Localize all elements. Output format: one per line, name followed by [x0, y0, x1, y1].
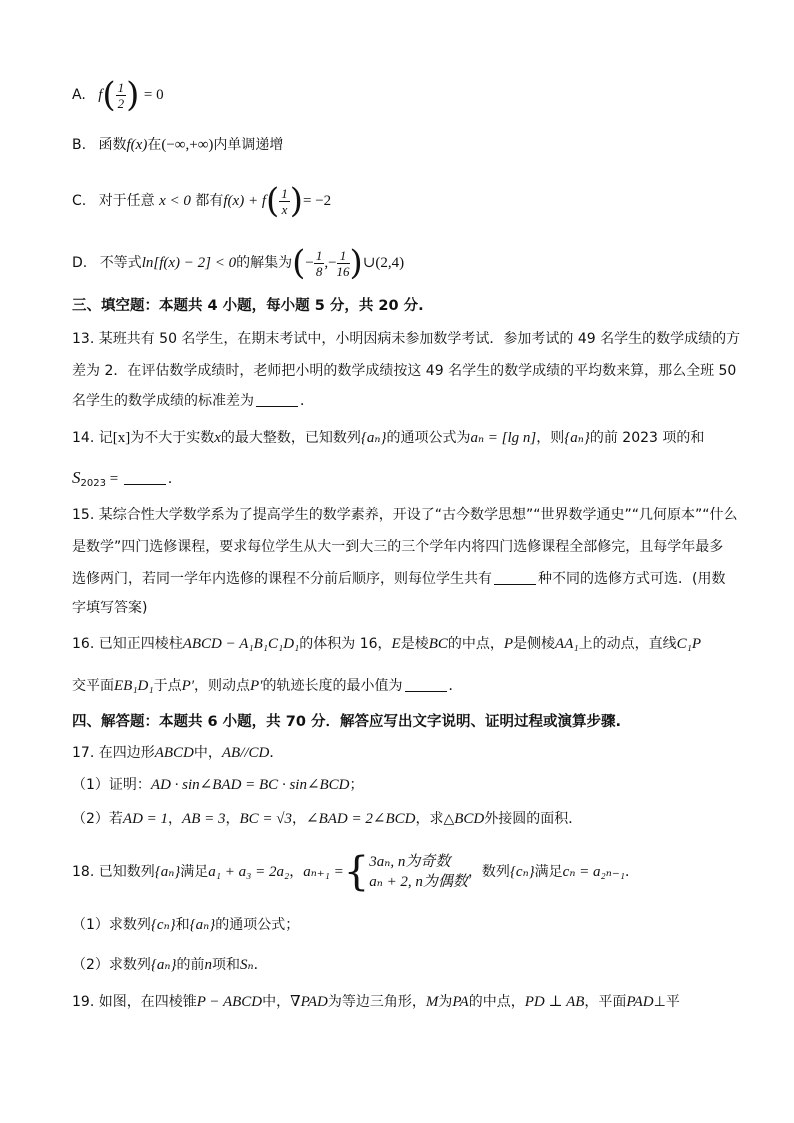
question-15-line-3: 选修两门，若同一学年内选修的课程不分前后顺序，则每位学生共有 种不同的选修方式可选．(用数 — [72, 571, 726, 587]
question-17-stem: 17. 在四边形ABCD中，AB//CD． — [72, 745, 284, 761]
section-heading: 四、解答题：本题共 6 小题，共 70 分．解答应写出文字说明、证明过程或演算步骤. — [72, 714, 621, 730]
option-d: D. 不等式ln[f(x) − 2] < 0的解集为(− $\frac{1}{8}$ ,− $\frac{1}{16}$ )∪(2,4) — [72, 243, 405, 283]
paren-right: ) — [126, 75, 140, 115]
answer-blank — [124, 470, 166, 485]
option-label: A. — [72, 87, 86, 103]
fraction: $\frac{1}{x}$ — [281, 185, 288, 217]
option-label: B. — [72, 137, 87, 153]
option-a — [72, 75, 164, 115]
option-b: B. 函数f(x)在(−∞,+∞)内单调递增 — [72, 137, 284, 153]
question-18-stem: 18. 已知数列{aₙ}满足a₁ + a₃ = 2a₂，aₙ₊₁ ={ 3aₙ, n为奇数 aₙ + 2, n为偶数 ，数列{cₙ}满足cₙ = a₂ₙ₋₁． — [72, 849, 639, 895]
question-16-line-1: 16. 已知正四棱柱ABCD − A₁B₁C₁D₁的体积为 16，E是棱BC的中点，P是侧棱AA₁上的动点，直线C₁P — [72, 636, 701, 652]
fraction: $\frac{1}{2}$ — [117, 79, 125, 111]
question-15-line-2: 是数学”四门选修课程，要求每位学生从大一到大三的三个学年内将四门选修课程全部修完，且每学年最多 — [72, 539, 724, 555]
question-14-line-2: $S_{2023}$ = ． — [72, 468, 182, 489]
question-19-line-1: 19. 如图，在四棱锥P − ABCD中，∇PAD为等边三角形，M为PA的中点，PD ⊥ AB，平面PAD⊥平 — [72, 994, 680, 1010]
question-17-part-2: （2）若AD = 1，AB = 3，BC = √3，∠BAD = 2∠BCD，求△BCD外接圆的面积． — [72, 811, 583, 827]
question-13-line-1: 13. 某班共有 50 名学生，在期末考试中，小明因病未参加数学考试．参加考试的 49 名学生的数学成绩的方 — [72, 331, 741, 347]
paren-left: ( — [102, 75, 116, 115]
question-18-part-2: （2）求数列{aₙ}的前n项和Sₙ． — [72, 957, 268, 973]
answer-blank — [494, 570, 536, 585]
option-c: C. 对于任意 x < 0 都有f(x) + f( $\frac{1}{x}$ )= −2 — [72, 181, 332, 221]
question-16-line-2: 交平面EB₁D₁于点P′，则动点P′的轨迹长度的最小值为 ． — [72, 678, 463, 694]
question-13-line-3: 名学生的数学成绩的标准差为 ． — [72, 393, 314, 409]
answer-blank — [256, 392, 298, 407]
cases-brace: { — [343, 849, 370, 895]
question-17-part-1: （1）证明：AD · sin∠BAD = BC · sin∠BCD； — [72, 777, 364, 793]
question-18-part-1: （1）求数列{cₙ}和{aₙ}的通项公式； — [72, 917, 300, 933]
question-14-line-1: 14. 记[x]为不大于实数x的最大整数，已知数列{aₙ}的通项公式为aₙ = [lg n]，则{aₙ}的前 2023 项的和 — [72, 430, 705, 446]
math-fn: f — [98, 87, 103, 103]
option-label: D. — [72, 255, 88, 271]
math-tail: = 0 — [143, 87, 164, 103]
answer-blank — [405, 677, 447, 692]
question-15-line-1: 15. 某综合性大学数学系为了提高学生的数学素养，开设了“古今数学思想”“世界数学通史”“几何原本”“什么 — [72, 507, 738, 523]
option-label: C. — [72, 193, 87, 209]
piecewise-cases: 3aₙ, n为奇数 aₙ + 2, n为偶数 — [369, 854, 468, 890]
question-13-line-2: 差为 2．在评估数学成绩时，老师把小明的数学成绩按这 49 名学生的数学成绩的平均数来算，那么全班 50 — [72, 363, 737, 379]
question-15-line-4: 字填写答案) — [72, 600, 148, 616]
section-heading: 三、填空题：本题共 4 小题，每小题 5 分，共 20 分. — [72, 298, 424, 314]
fraction: $\frac{1}{16}$ — [336, 247, 350, 279]
fraction: $\frac{1}{8}$ — [315, 247, 323, 279]
